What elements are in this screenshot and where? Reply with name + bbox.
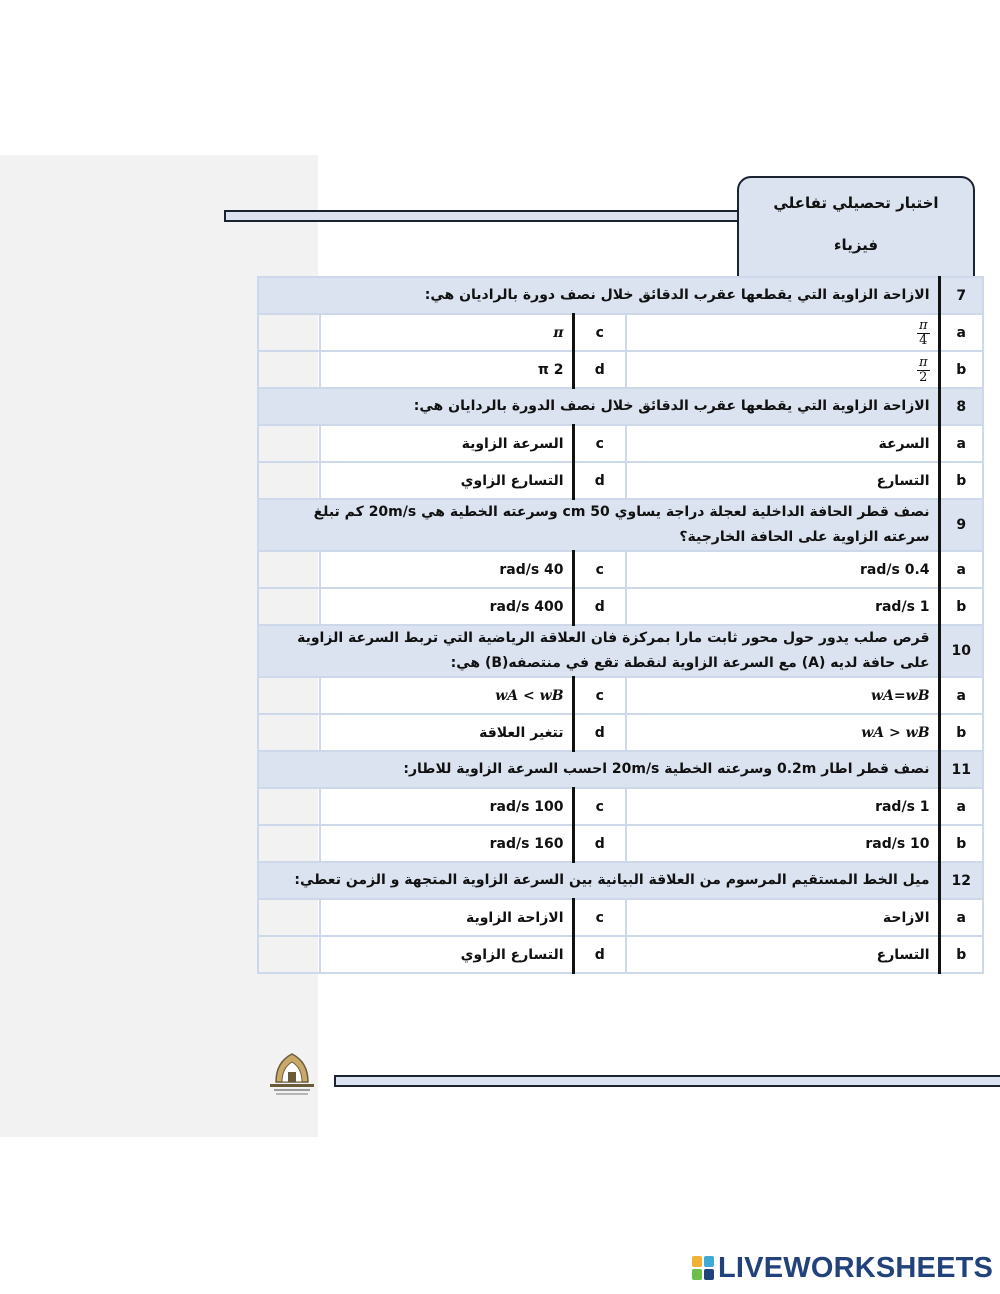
option-letter-a: a xyxy=(939,314,983,351)
option-letter-d: d xyxy=(573,351,626,388)
question-number: 9 xyxy=(939,499,983,551)
option-row xyxy=(258,351,983,388)
option-letter-d: d xyxy=(573,462,626,499)
option-a[interactable]: الازاحة xyxy=(626,899,939,936)
option-row xyxy=(258,936,983,973)
option-row xyxy=(258,425,983,462)
option-a[interactable] xyxy=(626,314,939,351)
answer-cell[interactable] xyxy=(258,714,320,751)
option-row xyxy=(258,314,983,351)
option-letter-b: b xyxy=(939,936,983,973)
title-line-1: اختبار تحصيلي تفاعلي xyxy=(773,194,939,212)
question-number: 7 xyxy=(939,277,983,314)
option-letter-a: a xyxy=(939,899,983,936)
answer-cell[interactable] xyxy=(258,551,320,588)
question-text: قرص صلب يدور حول محور ثابت مارا بمركزة فان العلاقة الرياضية التي تربط السرعة الزاوية على حافة لديه (A) مع السرعة الزاوية لنقطة تقع في منتصفه(B) هي: xyxy=(258,625,939,677)
question-number: 10 xyxy=(939,625,983,677)
question-row xyxy=(258,499,983,551)
question-number: 12 xyxy=(939,862,983,899)
question-text: الازاحة الزاوية التي يقطعها عقرب الدقائق خلال نصف الدورة بالردايان هي: xyxy=(258,388,939,425)
question-number: 11 xyxy=(939,751,983,788)
option-d[interactable]: 2 π xyxy=(320,351,573,388)
option-a[interactable]: wA=wB xyxy=(626,677,939,714)
option-letter-c: c xyxy=(573,788,626,825)
question-row xyxy=(258,862,983,899)
option-row xyxy=(258,825,983,862)
option-letter-d: d xyxy=(573,588,626,625)
option-b[interactable]: 1 rad/s xyxy=(626,588,939,625)
option-b[interactable]: wA > wB xyxy=(626,714,939,751)
fraction: $\frac{\pi}{2}$ xyxy=(918,355,928,385)
option-row xyxy=(258,788,983,825)
option-letter-a: a xyxy=(939,788,983,825)
option-letter-a: a xyxy=(939,551,983,588)
option-letter-c: c xyxy=(573,677,626,714)
option-a[interactable]: 1 rad/s xyxy=(626,788,939,825)
option-a[interactable]: 0.4 rad/s xyxy=(626,551,939,588)
answer-cell[interactable] xyxy=(258,899,320,936)
liveworksheets-brand xyxy=(692,1253,993,1283)
title-line-2: فيزياء xyxy=(833,236,879,254)
answer-cell[interactable] xyxy=(258,462,320,499)
option-letter-c: c xyxy=(573,551,626,588)
question-row xyxy=(258,277,983,314)
option-letter-b: b xyxy=(939,714,983,751)
option-letter-a: a xyxy=(939,425,983,462)
option-b[interactable]: 10 rad/s xyxy=(626,825,939,862)
option-c[interactable]: الازاحة الزاوية xyxy=(320,899,573,936)
option-b[interactable]: التسارع xyxy=(626,462,939,499)
option-letter-d: d xyxy=(573,936,626,973)
answer-cell[interactable] xyxy=(258,351,320,388)
option-letter-c: c xyxy=(573,425,626,462)
option-d[interactable]: 400 rad/s xyxy=(320,588,573,625)
question-text: ميل الخط المستقيم المرسوم من العلاقة البيانية بين السرعة الزاوية المتجهة و الزمن تعطي: xyxy=(258,862,939,899)
option-row xyxy=(258,462,983,499)
brand-name: LIVEWORKSHEETS xyxy=(718,1251,994,1284)
answer-cell[interactable] xyxy=(258,825,320,862)
option-row xyxy=(258,899,983,936)
option-c[interactable]: wA < wB xyxy=(320,677,573,714)
option-b[interactable] xyxy=(626,351,939,388)
option-c[interactable]: 40 rad/s xyxy=(320,551,573,588)
option-letter-b: b xyxy=(939,351,983,388)
answer-cell[interactable] xyxy=(258,588,320,625)
school-logo-icon xyxy=(262,1048,322,1098)
option-b[interactable]: التسارع xyxy=(626,936,939,973)
header-rule xyxy=(224,210,742,222)
option-d[interactable]: 160 rad/s xyxy=(320,825,573,862)
option-letter-b: b xyxy=(939,588,983,625)
question-text: نصف قطر الحافة الداخلية لعجلة دراجة يساوي 50 cm وسرعته الخطية هي 20m/s كم تبلغ سرعته الزاوية على الحافة الخارجية؟ xyxy=(258,499,939,551)
answer-cell[interactable] xyxy=(258,425,320,462)
question-row xyxy=(258,625,983,677)
question-number: 8 xyxy=(939,388,983,425)
liveworksheets-logo-icon xyxy=(692,1256,714,1280)
option-letter-c: c xyxy=(573,899,626,936)
option-row xyxy=(258,551,983,588)
option-row xyxy=(258,677,983,714)
question-text: نصف قطر اطار 0.2m وسرعته الخطية 20m/s احسب السرعة الزاوية للاطار: xyxy=(258,751,939,788)
option-letter-d: d xyxy=(573,825,626,862)
answer-cell[interactable] xyxy=(258,677,320,714)
option-c[interactable]: π xyxy=(320,314,573,351)
option-a[interactable]: السرعة xyxy=(626,425,939,462)
option-letter-a: a xyxy=(939,677,983,714)
option-letter-b: b xyxy=(939,462,983,499)
option-letter-b: b xyxy=(939,825,983,862)
option-d[interactable]: التسارع الزاوي xyxy=(320,462,573,499)
answer-cell[interactable] xyxy=(258,314,320,351)
option-c[interactable]: 100 rad/s xyxy=(320,788,573,825)
option-d[interactable]: تتغير العلاقة xyxy=(320,714,573,751)
option-letter-c: c xyxy=(573,314,626,351)
footer-rule xyxy=(334,1075,1000,1087)
quiz-table xyxy=(257,276,984,974)
option-row xyxy=(258,714,983,751)
option-letter-d: d xyxy=(573,714,626,751)
question-row xyxy=(258,751,983,788)
question-text: الازاحة الزاوية التي يقطعها عقرب الدقائق خلال نصف دورة بالراديان هي: xyxy=(258,277,939,314)
option-c[interactable]: السرعة الزاوية xyxy=(320,425,573,462)
answer-cell[interactable] xyxy=(258,788,320,825)
option-d[interactable]: التسارع الزاوي xyxy=(320,936,573,973)
question-row xyxy=(258,388,983,425)
fraction: $\frac{\pi}{4}$ xyxy=(918,318,928,348)
option-row xyxy=(258,588,983,625)
answer-cell[interactable] xyxy=(258,936,320,973)
